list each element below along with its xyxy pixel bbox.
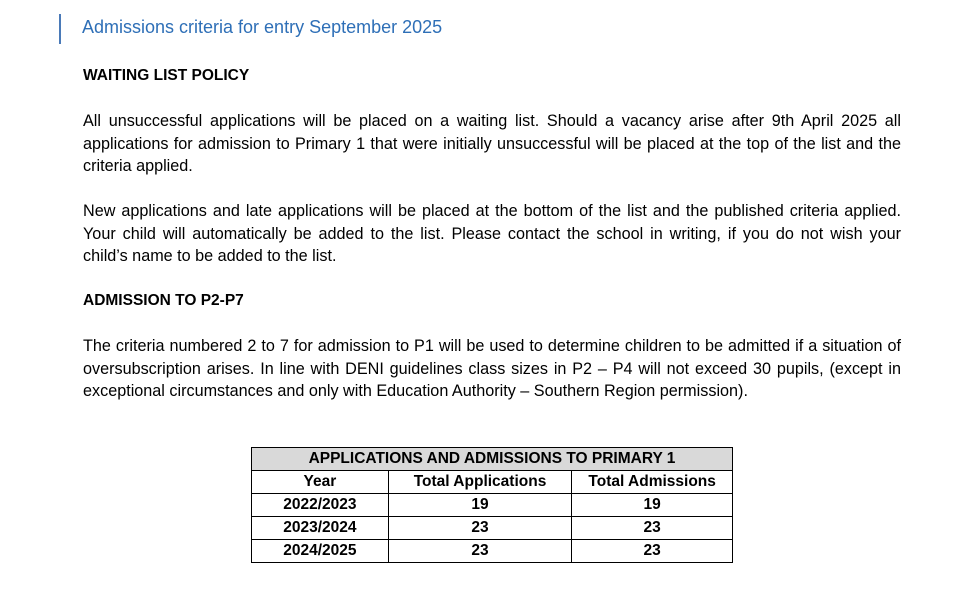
- admission-p2-p7-paragraph: The criteria numbered 2 to 7 for admission to P1 will be used to determine children to be admitted if a situation of oversubscription arises. In line with DENI guidelines class sizes in P2 – P4 will not exceed 30 pupils, (except in exceptional circumstances and only with Education Authority – Southern Region permission).: [83, 337, 901, 400]
- column-header-year: Year: [252, 471, 389, 494]
- table-cell-admissions: 23: [572, 517, 733, 540]
- header-accent-bar: [59, 14, 61, 44]
- waiting-list-paragraph-2: New applications and late applications will be placed at the bottom of the list and the published criteria applied. Your child will automatically be added to the list. Please contact the school in writing, if you do not wish your child’s name to be added to the list.: [83, 202, 901, 265]
- waiting-list-paragraph-1: All unsuccessful applications will be placed on a waiting list. Should a vacancy arise after 9th April 2025 all applications for admission to Primary 1 that were initially unsuccessful will be placed at the top of the list and the criteria applied.: [83, 112, 901, 175]
- table-cell-year: 2022/2023: [252, 494, 389, 517]
- table-row: [252, 517, 733, 540]
- table-caption: APPLICATIONS AND ADMISSIONS TO PRIMARY 1: [252, 448, 733, 471]
- table-header-row: [252, 471, 733, 494]
- table-row: [252, 540, 733, 563]
- table-cell-admissions: 23: [572, 540, 733, 563]
- table-caption-row: [252, 448, 733, 471]
- table-cell-year: 2023/2024: [252, 517, 389, 540]
- page-title: Admissions criteria for entry September 2025: [82, 17, 443, 37]
- column-header-total-admissions: Total Admissions: [572, 471, 733, 494]
- admissions-table: [251, 447, 733, 563]
- table-cell-applications: 19: [388, 494, 572, 517]
- table-row: [252, 494, 733, 517]
- table-cell-applications: 23: [388, 540, 572, 563]
- table-cell-year: 2024/2025: [252, 540, 389, 563]
- table-cell-admissions: 19: [572, 494, 733, 517]
- table-cell-applications: 23: [388, 517, 572, 540]
- column-header-total-applications: Total Applications: [388, 471, 572, 494]
- admission-p2-p7-heading: ADMISSION TO P2-P7: [83, 292, 244, 309]
- waiting-list-heading: WAITING LIST POLICY: [83, 67, 250, 84]
